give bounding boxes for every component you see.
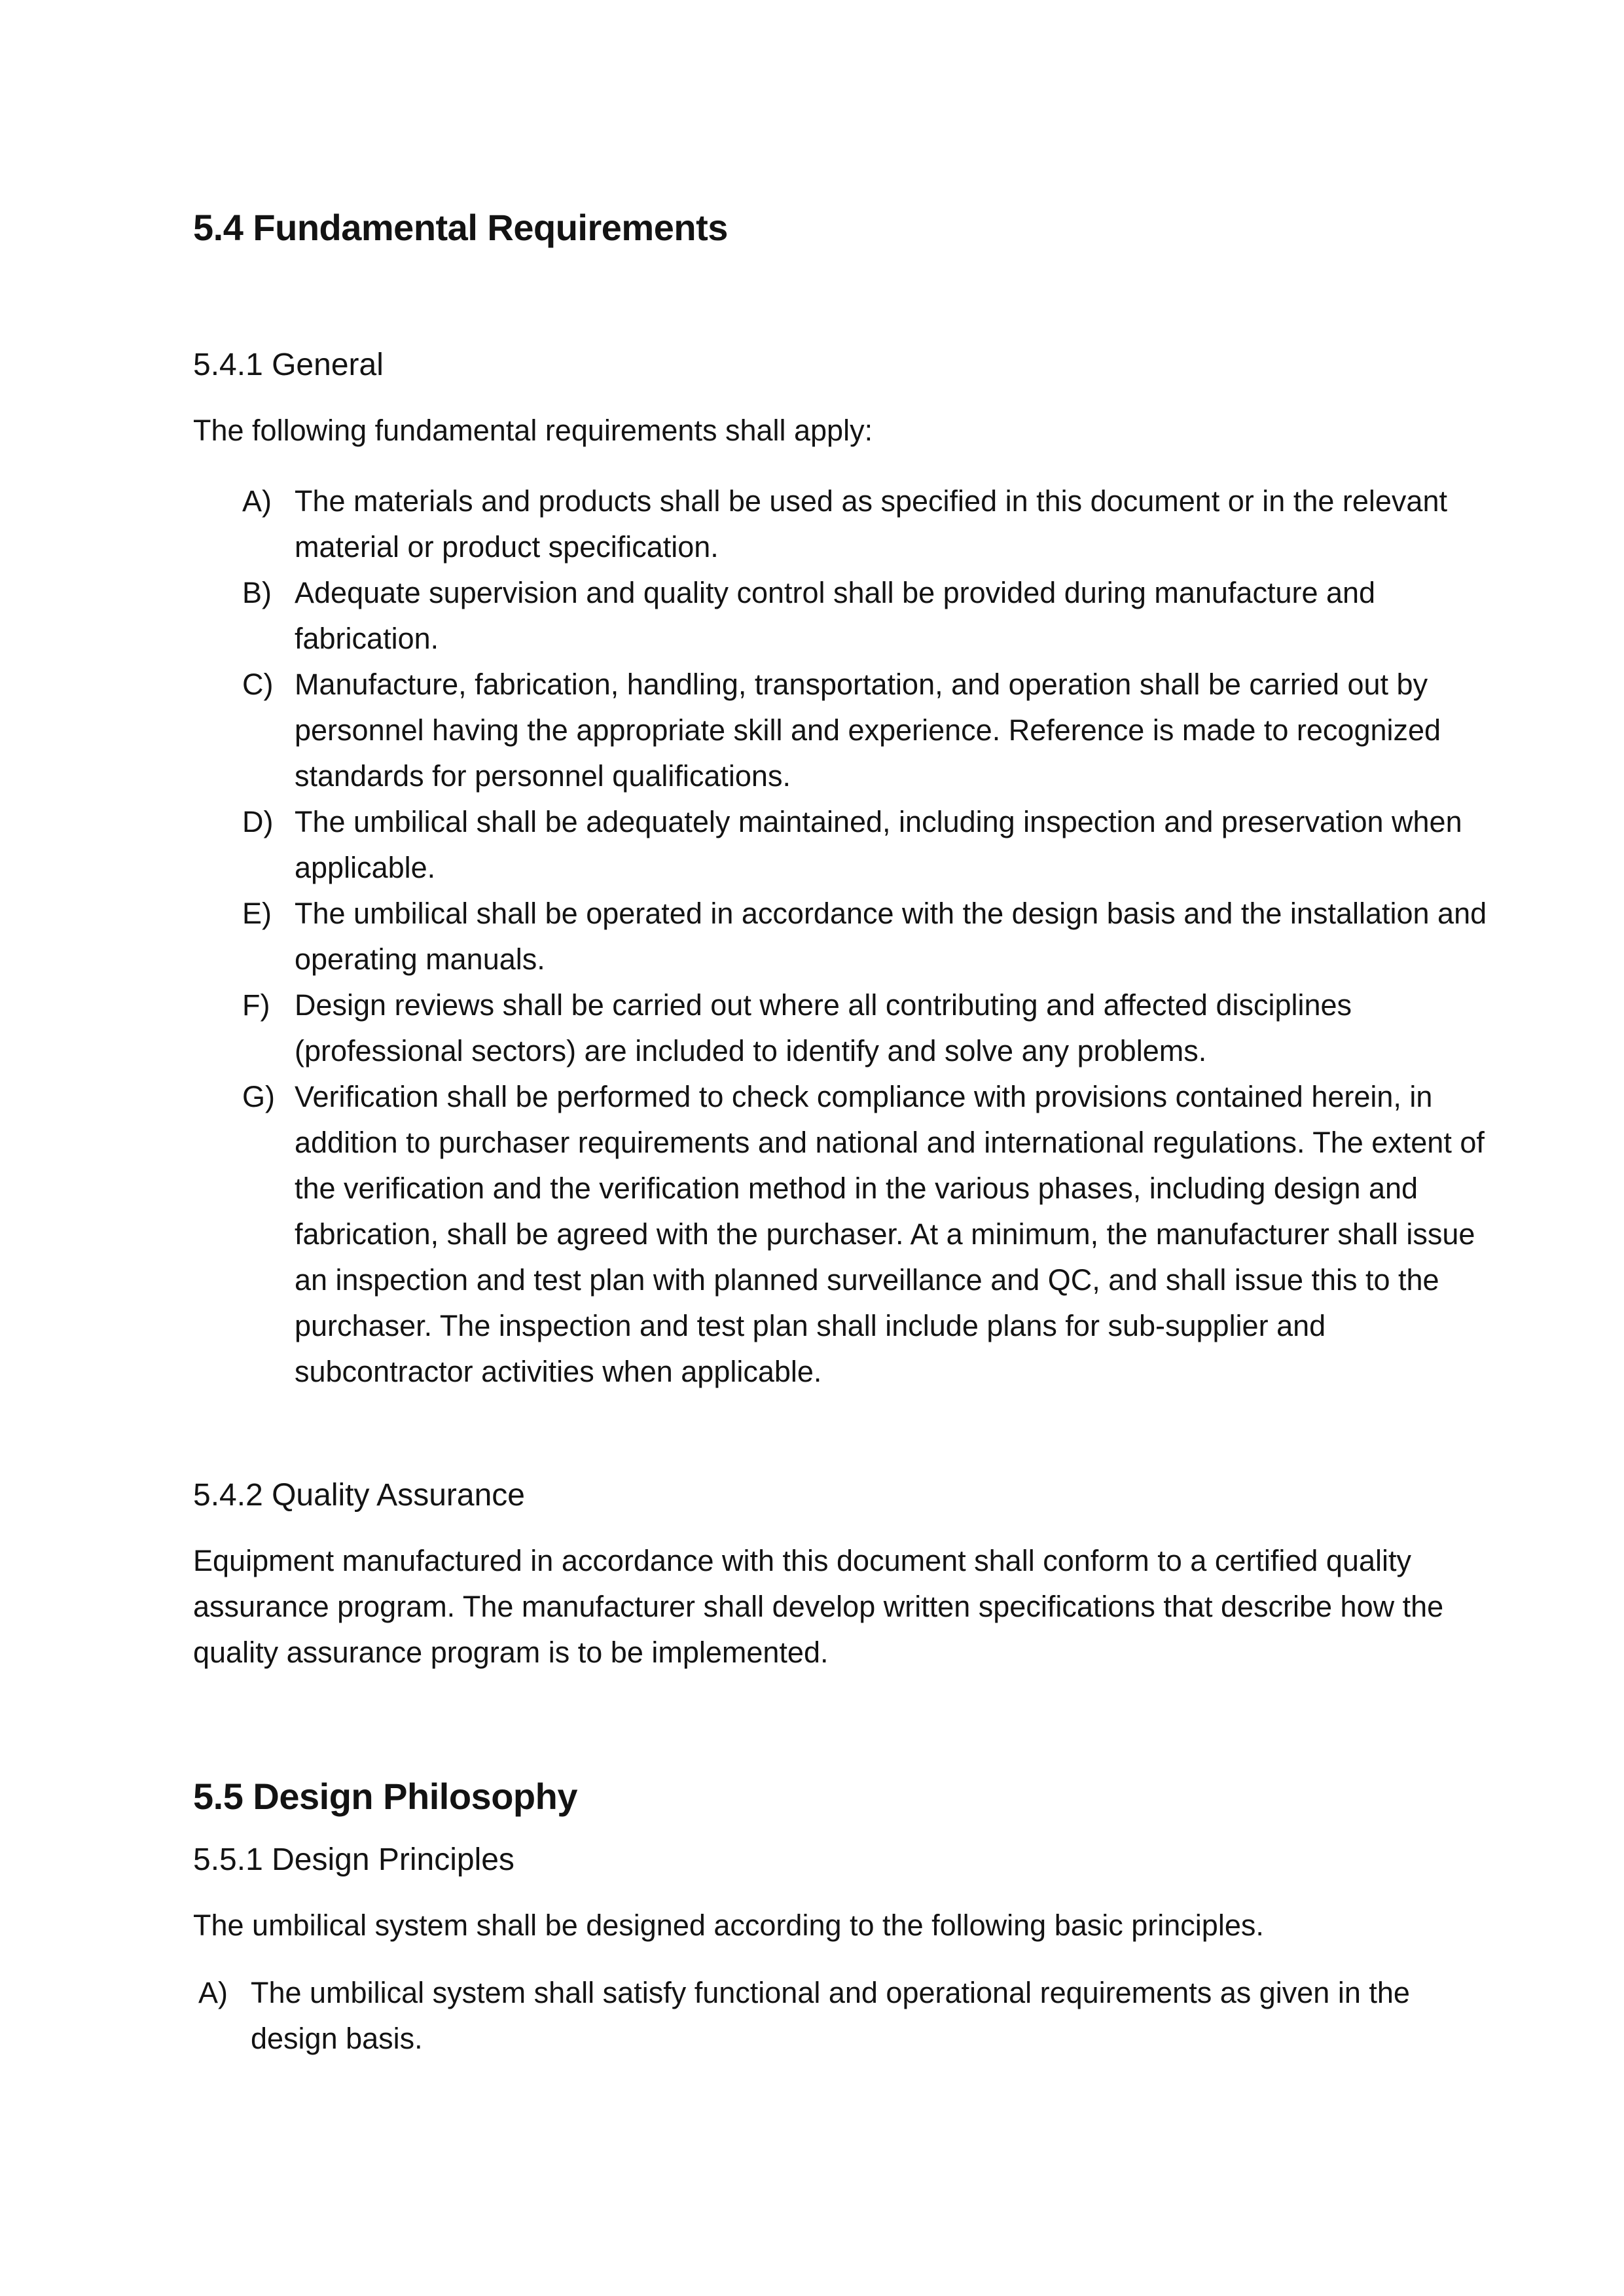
design-principles-list xyxy=(198,1970,1492,2062)
list-item-label: A) xyxy=(198,1976,228,2009)
list-item-text: Verification shall be performed to check compliance with provisions contained herein, in addition to purchaser requirements and national and international regulations. The extent of the verification and the verification method in the various phases, including design and fabrication, shall be agreed with the purchaser. At a minimum, the manufacturer shall issue an inspection and test plan with planned surveillance and QC, and shall issue this to the purchaser. The inspection and test plan shall include plans for sub-supplier and subcontractor activities when applicable. xyxy=(295,1080,1485,1388)
list-item-label: E) xyxy=(242,897,272,930)
list-item-label: D) xyxy=(242,805,274,838)
list-item xyxy=(242,891,1492,982)
paragraph-5-4-2-body: Equipment manufactured in accordance with this document shall conform to a certified quality assurance program. The manufacturer shall develop written specifications that describe how the quality assurance program is to be implemented. xyxy=(193,1544,1444,1669)
list-item xyxy=(242,799,1492,891)
list-item xyxy=(242,478,1492,570)
list-item-text: Design reviews shall be carried out where all contributing and affected disciplines (professional sectors) are included to identify and solve any problems. xyxy=(295,988,1352,1067)
list-item-label: F) xyxy=(242,988,270,1022)
list-item xyxy=(242,1074,1492,1395)
paragraph-5-5-1-intro: The umbilical system shall be designed according to the following basic principles. xyxy=(193,1909,1264,1942)
list-item xyxy=(242,570,1492,662)
list-item-text: Manufacture, fabrication, handling, transportation, and operation shall be carried out by personnel having the appropriate skill and experience. Reference is made to recognized standards for personnel qualifications. xyxy=(295,668,1441,793)
paragraph-5-4-1-intro: The following fundamental requirements shall apply: xyxy=(193,414,873,447)
subsection-heading-5-5-1: 5.5.1 Design Principles xyxy=(193,1842,514,1877)
list-item xyxy=(242,982,1492,1074)
subsection-heading-5-4-1: 5.4.1 General xyxy=(193,348,384,382)
list-item-label: A) xyxy=(242,484,272,518)
list-item-text: The umbilical shall be adequately maintained, including inspection and preservation when applicable. xyxy=(295,805,1462,884)
list-item xyxy=(198,1970,1492,2062)
list-item-label: C) xyxy=(242,668,274,701)
list-item-text: The umbilical system shall satisfy functional and operational requirements as given in the design basis. xyxy=(251,1976,1410,2055)
list-item xyxy=(242,662,1492,799)
section-heading-5-5: 5.5 Design Philosophy xyxy=(193,1776,577,1817)
list-item-label: G) xyxy=(242,1080,275,1113)
list-item-text: The materials and products shall be used as specified in this document or in the relevant material or product specification. xyxy=(295,484,1447,564)
subsection-heading-5-4-2: 5.4.2 Quality Assurance xyxy=(193,1478,525,1513)
list-item-text: Adequate supervision and quality control shall be provided during manufacture and fabrication. xyxy=(295,576,1376,655)
document-content xyxy=(193,0,1492,2062)
section-heading-5-4: 5.4 Fundamental Requirements xyxy=(193,207,728,248)
fundamental-requirements-list xyxy=(242,478,1492,1395)
list-item-label: B) xyxy=(242,576,272,609)
list-item-text: The umbilical shall be operated in accordance with the design basis and the installation and operating manuals. xyxy=(295,897,1487,976)
